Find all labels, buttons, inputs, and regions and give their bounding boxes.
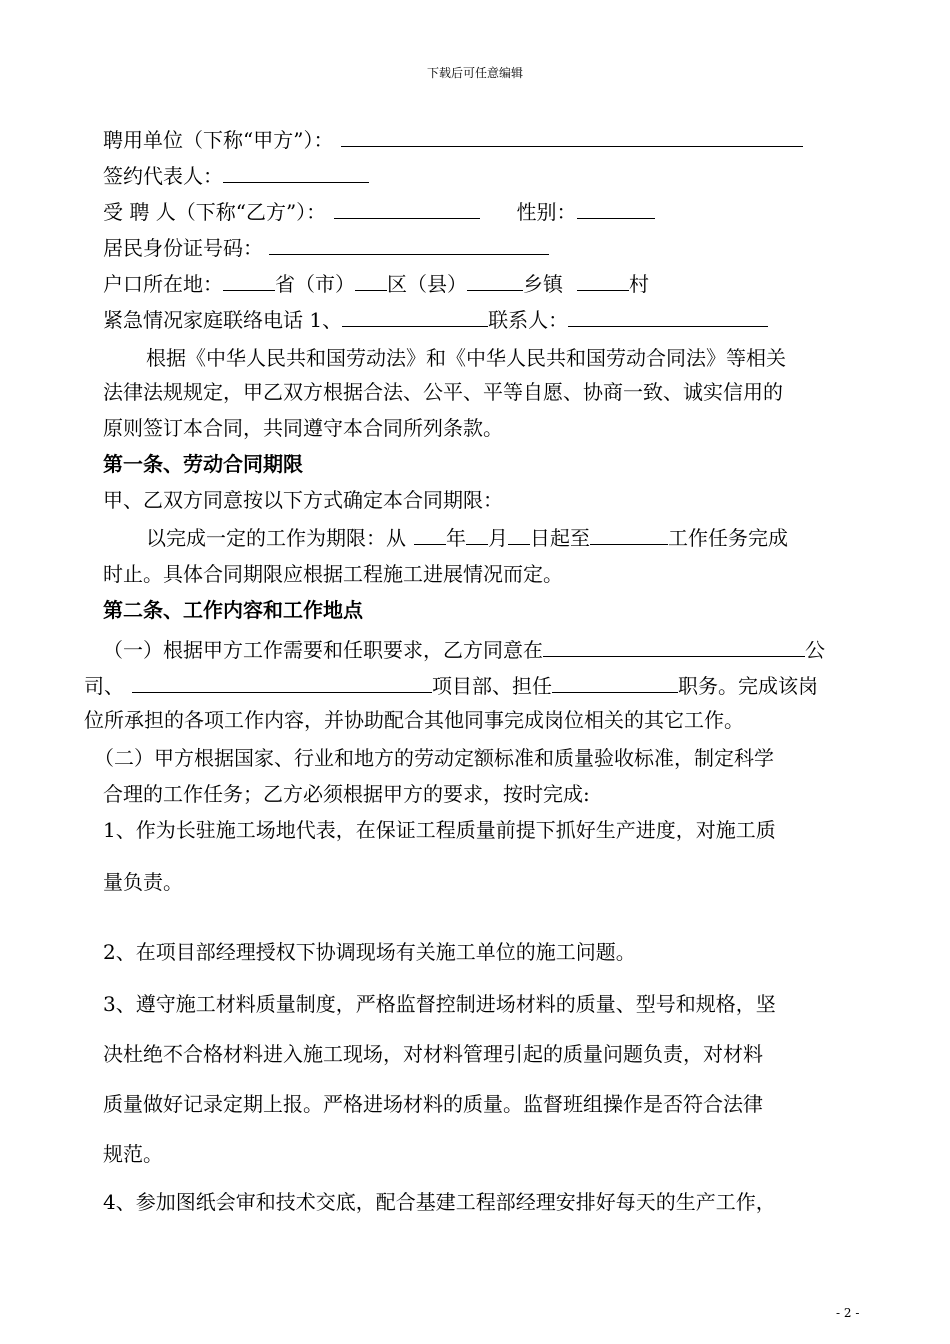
contact-label: 联系人：	[488, 308, 569, 332]
year-label: 年	[446, 526, 466, 550]
day-label: 日起至	[530, 526, 590, 550]
hukou-row	[103, 268, 649, 298]
item1-line-1: 1、作为长驻施工场地代表，在保证工程质量前提下抓好生产进度，对施工质	[103, 818, 776, 842]
intro-line-1: 根据《中华人民共和国劳动法》和《中华人民共和国劳动合同法》等相关	[146, 346, 786, 370]
id-blank[interactable]	[269, 232, 549, 255]
position-blank[interactable]	[552, 670, 678, 693]
project-blank[interactable]	[132, 670, 432, 693]
province-label: 省（市）	[275, 272, 355, 296]
item3-line-1: 3、遵守施工材料质量制度，严格监督控制进场材料的质量、型号和规格，坚	[103, 992, 776, 1016]
item1-line-2: 量负责。	[103, 870, 183, 894]
id-label: 居民身份证号码：	[103, 236, 263, 260]
employee-label: 受 聘 人（下称“乙方”）：	[103, 200, 327, 224]
province-blank[interactable]	[223, 268, 275, 291]
task-complete-label: 工作任务完成	[668, 526, 788, 550]
contact-blank[interactable]	[568, 304, 768, 327]
p1-text-b: 公	[805, 638, 825, 662]
item3-line-3: 质量做好记录定期上报。严格进场材料的质量。监督班组操作是否符合法律	[103, 1092, 763, 1116]
employer-label: 聘用单位（下称“甲方”）：	[103, 128, 334, 152]
hukou-label: 户口所在地：	[103, 272, 223, 296]
article1-line-3: 时止。具体合同期限应根据工程施工进展情况而定。	[103, 562, 563, 586]
id-row	[103, 232, 549, 262]
employee-blank[interactable]	[334, 196, 480, 219]
p1-text-d: 项目部、担任	[432, 674, 552, 698]
page-header: 下载后可任意编辑	[426, 66, 523, 80]
emergency-label: 紧急情况家庭联络电话 1、	[103, 308, 343, 332]
town-blank[interactable]	[467, 268, 523, 291]
village-label: 村	[629, 272, 649, 296]
p1-text-c: 司、	[84, 674, 124, 698]
district-label: 区（县）	[387, 272, 467, 296]
month-label: 月	[488, 526, 508, 550]
article1-line-1: 甲、乙双方同意按以下方式确定本合同期限：	[103, 488, 503, 512]
task-blank[interactable]	[590, 522, 668, 545]
page-number: - 2 -	[836, 1306, 860, 1320]
town-label: 乡镇	[523, 272, 563, 296]
phone-blank[interactable]	[342, 304, 488, 327]
representative-blank[interactable]	[223, 160, 369, 183]
representative-label: 签约代表人：	[103, 164, 223, 188]
company-blank[interactable]	[543, 634, 805, 657]
item2-line: 2、在项目部经理授权下协调现场有关施工单位的施工问题。	[103, 940, 636, 964]
gender-blank[interactable]	[577, 196, 655, 219]
district-blank[interactable]	[355, 268, 387, 291]
p1-text-a: （一）根据甲方工作需要和任职要求，乙方同意在	[103, 638, 543, 662]
item4-line: 4、参加图纸会审和技术交底，配合基建工程部经理安排好每天的生产工作，	[103, 1190, 776, 1214]
representative-row	[103, 160, 369, 190]
article2-title: 第二条、工作内容和工作地点	[103, 598, 363, 622]
emergency-row	[103, 304, 768, 334]
p1-text-e: 职务。完成该岗	[678, 674, 818, 698]
article2-p2-line-1: （二）甲方根据国家、行业和地方的劳动定额标准和质量验收标准，制定科学	[94, 746, 774, 770]
employer-row	[103, 124, 803, 154]
article2-p2-line-2: 合理的工作任务；乙方必须根据甲方的要求，按时完成:	[103, 782, 590, 806]
gender-label: 性别：	[516, 200, 577, 224]
employer-blank[interactable]	[341, 124, 803, 147]
intro-line-3: 原则签订本合同，共同遵守本合同所列条款。	[103, 416, 503, 440]
year-blank[interactable]	[414, 522, 446, 545]
article1-line-2	[146, 522, 788, 552]
article2-p1-line-3: 位所承担的各项工作内容，并协助配合其他同事完成岗位相关的其它工作。	[84, 708, 744, 732]
article1-title: 第一条、劳动合同期限	[103, 452, 303, 476]
item3-line-2: 决杜绝不合格材料进入施工现场，对材料管理引起的质量问题负责，对材料	[103, 1042, 763, 1066]
day-blank[interactable]	[508, 522, 530, 545]
article2-p1-line-2	[84, 670, 818, 700]
term-label: 以完成一定的工作为期限：从	[146, 526, 406, 550]
article2-p1-line-1	[103, 634, 825, 664]
village-blank[interactable]	[577, 268, 629, 291]
month-blank[interactable]	[466, 522, 488, 545]
item3-line-4: 规范。	[103, 1142, 163, 1166]
intro-line-2: 法律法规规定，甲乙双方根据合法、公平、平等自愿、协商一致、诚实信用的	[103, 380, 783, 404]
employee-row	[103, 196, 655, 226]
